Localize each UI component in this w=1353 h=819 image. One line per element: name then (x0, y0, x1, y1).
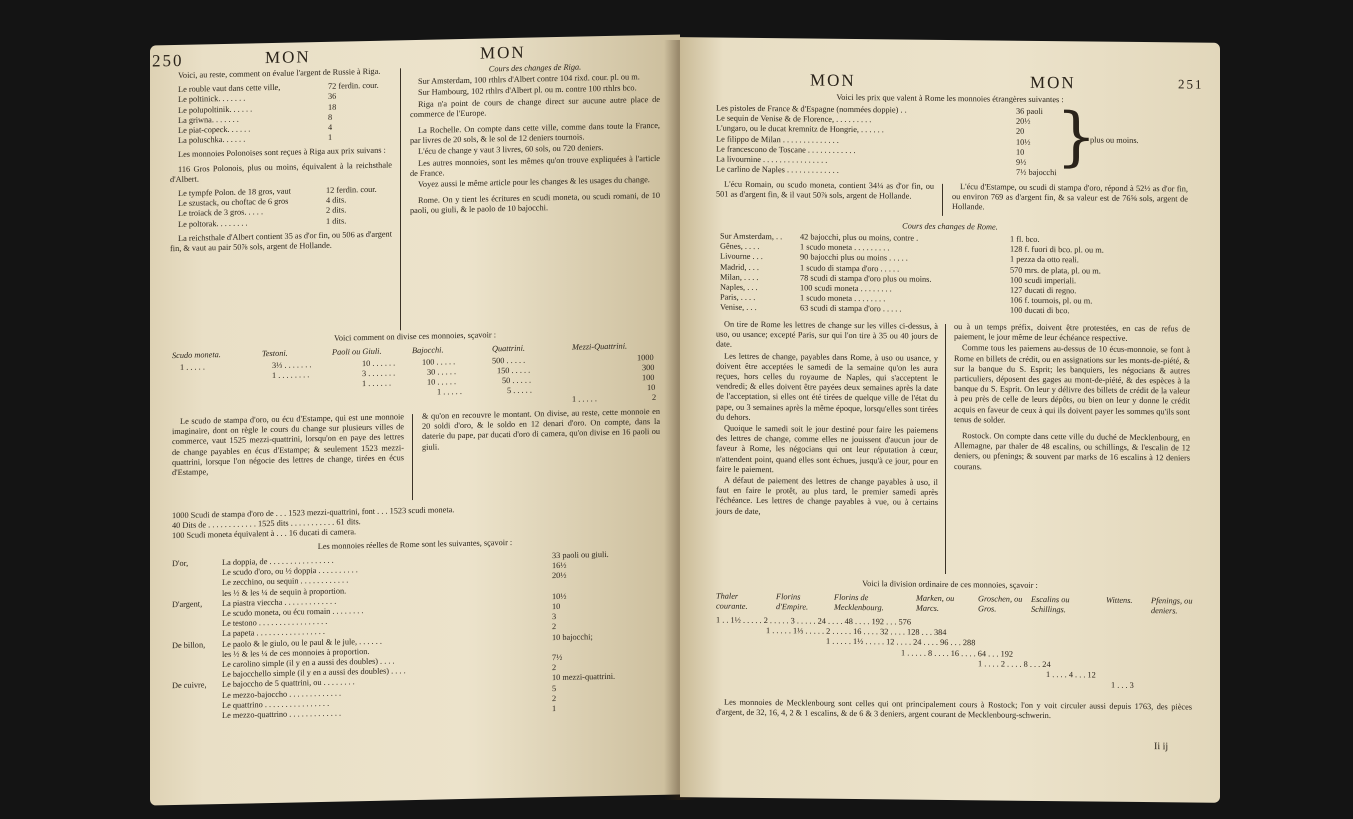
cours-rome-title: Cours des changes de Rome. (902, 221, 998, 232)
russian-units (178, 81, 392, 147)
table-row: 1 . . . . . 5 . . . . . 10 (437, 382, 656, 397)
unit-row: Le poltorak. . . . . . . . 1 dits. (178, 216, 347, 229)
table-row: 1 . . . . . 2 (572, 392, 657, 404)
coin-row: les ½ & les ¼ de ces monnoies à proportion. (222, 646, 370, 659)
reichsthale-note: La reichsthale d'Albert contient 35 as d'or fin, ou 506 as d'argent fin, & vaut au pair 50⅞ sols, argent de Hollande. (170, 229, 392, 254)
cours-row: Paris, . . . . 1 scudo moneta . . . . . . . . 106 f. tournois, pl. ou m. (720, 292, 1093, 306)
coin-row: les ½ & les ¼ de sequin à proportion. (222, 586, 347, 598)
column-rule (945, 324, 946, 574)
running-head-left: MON (265, 47, 311, 68)
polonaises-intro: Les monnoies Polonoises sont reçues à Riga aux prix suivans : (178, 146, 386, 160)
coin-row: Le scudo d'oro, ou ½ doppia . . . . . . . . . . 16½ (222, 561, 567, 578)
coin-row: D'or, La doppia, de . . . . . . . . . . . . . . . . 33 paoli ou giuli. (172, 549, 609, 569)
coin-row: Le quattrino . . . . . . . . . . . . . . . . 2 (222, 693, 557, 710)
coin-row: Le testono . . . . . . . . . . . . . . . . . 3 (222, 612, 557, 629)
coin-row: Le scudo moneta, ou écu romain . . . . . . . . 10 (222, 601, 561, 619)
div-head: Thaler courante. Florins d'Empire. Florins de Mecklenbourg. Marken, ou Marcs. Groschen, ou Gros. Escalins ou Schillings. Wittens. Pfenings, ou deniers. (716, 591, 1193, 616)
div-row: 1 . . . . . 1½ . . . . . 12 . . . . 24 . . . . 96 . . . 288 (826, 637, 976, 648)
div-row: 1 . . 1½ . . . . . 2 . . . . . 3 . . . . . 24 . . . . 48 . . . . 192 . . . 576 (716, 615, 911, 627)
voyez: Voyez aussi le même article pour les changes & les usages du change. (418, 175, 650, 189)
riga-hambourg: Sur Hambourg, 102 rthlrs d'Albert pl. ou m. contre 100 rthlrs bco. (418, 83, 637, 98)
unit-row: Le poltinick. . . . . . . 36 (178, 92, 337, 105)
foreign-row: Le francescono de Toscane . . . . . . . . . . . . 10 (716, 144, 1025, 157)
rome-coins (172, 549, 672, 723)
column-rule (942, 184, 943, 216)
reelles-heading: Les monnoies réelles de Rome sont les suivantes, sçavoir : (317, 537, 513, 552)
table-row: 1 . . . . . 3⅓ . . . . . . . 10 . . . . . . 100 . . . . . 500 . . . . . 1000 (180, 353, 654, 372)
foreign-row: Le sequin de Venise & de Florence, . . . . . . . . . 20½ (716, 113, 1031, 127)
cours-riga-title: Cours des changes de Riga. (488, 62, 582, 74)
cours-row: Madrid, . . . 1 scudo di stampa d'oro . . . . . 570 mrs. de plata, pl. ou m. (720, 262, 1101, 276)
ecu-estampe: L'écu d'Estampe, ou scudi di stampa d'oro, répond à 52½ as d'or fin, ou environ 769 as d'argent fin, & sa valeur est de 76⅝ sols, argent de Hollande. (952, 182, 1188, 212)
right-page (680, 37, 1220, 803)
plus-ou-moins: plus ou moins. (1090, 135, 1139, 145)
rome-intro: Rome. On y tient les écritures en scudi moneta, ou scudi romani, de 10 paoli, ou giuli, & le paolo de 10 bajocchi. (410, 191, 660, 216)
div-row: 1 . . . 3 (1111, 680, 1134, 691)
foreign-row: Le carlino de Naples . . . . . . . . . . . . . 7½ bajocchi (716, 164, 1057, 178)
cours-row: Milan, . . . . 78 scudi di stampa d'oro plus ou moins. 100 scudi imperiali. (720, 272, 1077, 286)
eq-line: 40 Dits de . . . . . . . . . . . . 1525 dits . . . . . . . . . . . 61 dits. (172, 517, 361, 531)
ecu-romain: L'écu Romain, ou scudo moneta, contient 34¼ as d'or fin, ou 501 as d'argent fin, & il vaut 50⅞ sols, argent de Hollande. (716, 179, 934, 201)
cours-row: Livourne . . . 90 bajocchi plus ou moins . . . . . 1 pezza da otto reali. (720, 251, 1079, 265)
right-colB: ou à un temps préfix, doivent être protestées, en cas de refus de paiement, le jour même de leur échéance respective. Comme tous les paiemens au-dessus de 10 écus-monnoie, se font à Rome en billets de crédit, ou en assignations sur les monts-de-piété, & sur la banque du S. Esprit; les banquiers, les négocians & autres particuliers, déposent des gages au mont-de-piété, & des espèces à la banque du S. Esprit. On leur y délivre des billets de crédit de la valeur à peu près de celle de leurs dépôts, ou bien on leur y donne le crédit acquis en faveur de ceux à qui ils doivent payer les sommes qu'ils sont tenus de solder. Rostock. On compte dans cette ville du duché de Mecklenbourg, en Allemagne, par thaler de 48 escalins, ou schillings, & l'escalin de 12 deniers, ou pfenings; & souvent par marks de 16 escalins à 12 deniers courans. (954, 322, 1190, 471)
etrangeres-intro: Voici les prix que valent à Rome les monnoies étrangères suivantes : (836, 92, 1064, 105)
foreign-row: Les pistoles de France & d'Espagne (nommées doppie) . . 36 paoli (716, 103, 1043, 116)
coin-row: D'argent, La piastra vieccha . . . . . . . . . . . . . 10½ (172, 591, 567, 609)
right-colA: On tire de Rome les lettres de change sur les villes ci-dessus, à uso, ou usance; excepté Paris, sur qui l'on tire à 35 ou 40 jours de date. Les lettres de change, payables dans Rome, à uso ou usance, y doivent être acceptées le samedi de la semaine qu'on les aura reçues, hors celles du royaume de Naples, qui s'acceptent le vendredi; & elles doivent être payées deux semaines après la date de l'acceptation, si elles ont été tirées de quelque ville de l'état du pape, ou 3 semaines après la même époque, lorsqu'elles sont tirées du dehors. Quoique le samedi soit le jour destiné pour faire les paiemens des lettres de change, comme elles ne jouissent d'aucun jour de faveur à Rome, les négocians qui ont leur réputation à cœur, n'attendent point, quand elles sont échues, jusqu'à ce jour, pour en faire le paiement. A défaut de paiement des lettres de change payables à uso, il faut en faire le protêt, au plus tard, le premier samedi après l'échéance. Les lettres de change payables à vue, ou à certains jours de date, (716, 319, 938, 516)
running-head-right: MON (480, 42, 526, 63)
unit-row: La poluschka. . . . . . 1 (178, 132, 333, 146)
coin-row: La papeta . . . . . . . . . . . . . . . . . 2 (222, 622, 557, 639)
coin-row: De billon, Le paolo & le giulo, ou le paul & le jule, . . . . . . 10 bajocchi; (172, 631, 593, 650)
riga-direct: Riga n'a point de cours de change direct sur aucune autre place de commerce de l'Europe. (410, 94, 660, 119)
running-head-left: MON (810, 70, 856, 91)
eq-line: 1000 Scudi de stampa d'oro de . . . 1523 mezzi-quattrini, font . . . 1523 scudi moneta. (172, 505, 455, 521)
div-row: 1 . . . . . 1⅓ . . . . . 2 . . . . . 16 . . . . 32 . . . . 128 . . . 384 (766, 626, 947, 638)
foreign-row: Le filippo de Milan . . . . . . . . . . . . . . 10½ (716, 134, 1031, 147)
closing-paragraph: Les monnoies de Mecklenbourg sont celles qui ont principalement cours à Rostock; l'on y voit circuler aussi depuis 1763, des pièces d'argent, de 32, 16, 4, 2 & 1 escalins, & de 6 & 3 deniers, argent courant de Mecklenbourg-schwerin. (716, 697, 1192, 721)
la-rochelle: La Rochelle. On compte dans cette ville, comme dans toute la France, par livres de 20 sols, & le sol de 12 deniers tournois. (410, 120, 660, 146)
eq-line: 100 Scudi moneta équivalent à . . . 16 ducati di camera. (172, 527, 357, 541)
unit-row: La griwna. . . . . . . 8 (178, 112, 333, 125)
division-table (172, 353, 672, 413)
coin-row: Le mezzo-bajoccho . . . . . . . . . . . . . 5 (222, 683, 557, 700)
page-number-right: 251 (1178, 76, 1204, 92)
unit-row: Le piat-copeck. . . . . . 4 (178, 122, 333, 135)
column-rule (412, 414, 413, 500)
coin-row: Le zecchino, ou sequin . . . . . . . . . . . . 20½ (222, 571, 567, 588)
cours-rome-table (720, 232, 1200, 319)
intro-russie: Voici, au reste, comment on évalue l'argent de Russie à Riga. (178, 66, 381, 80)
cours-row: Gênes, . . . . 1 scudo moneta . . . . . . . . . 128 f. fuori di bco. pl. ou m. (720, 241, 1104, 255)
foreign-row: L'ungaro, ou le ducat kremnitz de Hongrie, . . . . . . 20 (716, 123, 1025, 137)
table-row: 1 . . . . . . . . 3 . . . . . . . 30 . . . . . 150 . . . . . 300 (272, 362, 655, 380)
foreign-row: La livournine . . . . . . . . . . . . . . . . 9½ (716, 154, 1027, 167)
unit-row: Le polupoltinik. . . . . . 18 (178, 102, 337, 115)
unit-row: Le rouble vaut dans cette ville, 72 ferdin. cour. (178, 80, 379, 95)
autres-monnoies: Les autres monnoies, sont les mêmes qu'on trouve expliquées à l'article de France. (410, 153, 660, 178)
unit-row: Le troiack de 3 gros. . . . . 2 dits. (178, 205, 347, 219)
running-head-right: MON (1030, 72, 1076, 93)
coin-row: Le mezzo-quattrino . . . . . . . . . . . . . 1 (222, 704, 557, 721)
division-heading: Voici la division ordinaire de ces monnoies, sçavoir : (862, 579, 1038, 590)
riga-amsterdam: Sur Amsterdam, 100 rthlrs d'Albert contre 104 rixd. cour. pl. ou m. (418, 72, 640, 87)
coin-row: Le bajocchello simple (il y en a aussi des doubles) . . . . 2 (222, 663, 557, 680)
stampa-para-left: Le scudo de stampa d'oro, ou écu d'Estampe, qui est une monnoie imaginaire, dont on règle le cours du change sur plusieurs villes de commerce, vaut 1525 mezzi-quattrini, lorsqu'on en paye des lettres de change payables en écus d'Estampe; & seulement 1523 mezzi-quattrini, lorsque l'on négocie des lettres de change, tirées en écus d'Estampe, (172, 412, 404, 478)
left-col1 (170, 66, 392, 255)
table-row: 1 . . . . . . 10 . . . . . 50 . . . . . 100 (362, 372, 655, 389)
left-page: 250 MON MON Voici, au reste, comment on évalue l'argent de Russie à Riga. Le rouble vaut dans cette ville, 72 ferdin. cour. Le poltinick. . . . . . . 36 Le polupoltinik. . . . . . 18 La griwna. . . . . . . 8 Le piat-copeck. . . . . . 4 La poluschka. . . . . . 1 Les monnoies Polonoises sont reçues à Riga aux prix suivans : 116 Gros Polonois, plus ou moins, équivalent à la reichsthale d'Albert. Le tympfe Polon. de 18 gros, vaut 12 ferdin. cour. Le szustack, ou choftac de 6 gros 4 dits. Le troiack de 3 gros. . . . . 2 dits. Le poltorak. . . . . . . . 1 dits. La reichsthale d'Albert contient 35 as d'or fin, ou 506 as d'argent fin, & vaut au pair 50⅞ sols, argent de Hollande. Cours des changes de Riga. Sur Amsterdam, 100 rthlrs d'Albert contre 104 rixd. cour. pl. ou m. Sur Hambourg, 102 rthlrs d'Albert pl. ou m. contre 100 rthlrs bco. Riga n'a point de cours de change direct sur aucune autre place de commerce de l'Europe. La Rochelle. On compte dans cette ville, comme dans toute la France, par livres de 20 sols, & le sol de 12 deniers tournois. L'écu de change y vaut 3 livres, 60 sols, ou 720 deniers. Les autres monnoies, sont les mêmes qu'on trouve expliquées à l'article de France. Voyez aussi le même article pour les changes & les usages du change. Rome. On y tient les écritures en scudi moneta, ou scudi romani, de 10 paoli, ou giuli, & le paolo de 10 bajocchi. Voici comment on divise ces monnoies, sçavoir : Scudo moneta. Testoni. Paoli ou Giuli. Bajocchi. Quattrini. Mezzi-Quattrini. 1 . . . . . 3⅓ . . . . . . . 10 . . . . . . 100 . . . . . 500 . . . . . 1000 1 . . . . . . . . 3 . . . . . . . 30 . . . . . 150 . . . . . 300 1 . . . . . . 10 . . . . . 50 . . . . . 100 1 . . . . . 5 . . . . . 10 1 . . . . . 2 Le scudo de stampa d'oro, ou écu d'Estampe, qui est une monnoie imaginaire, dont on règle le cours du change sur plusieurs villes de commerce, vaut 1525 mezzi-quattrini, lorsqu'on en paye des lettres de change payables en écus d'Estampe; & seulement 1523 mezzi-quattrini, lorsque l'on négocie des lettres de change, tirées en écus d'Estampe, & qu'on en recouvre le montant. On divise, au reste, cette monnoie en 20 soldi d'oro, & le soldo en 12 denari d'oro. On compte, dans la daterie du pape, par ducati d'oro di camera, qu'on divise en 16 paoli ou giuli. 1000 Scudi de stampa d'oro de . . . 1523 mezzi-quattrini, font . . . 1523 scudi moneta. 40 Dits de . . . . . . . . . . . . 1525 dits . . . . . . . . . . . 61 dits. 100 Scudi moneta équivalent à . . . 16 ducati di camera. Les monnoies réelles de Rome sont les suivantes, sçavoir : D'or, La doppia, de . . . . . . . . . . . . . . . . 33 paoli ou giuli. Le scudo d'oro, ou ½ doppia . . . . . . . . . . 16½ Le zecchino, ou sequin . . . . . . . . . . . . 20½ les ½ & les ¼ de sequin à proportion. D'argent, La piastra vieccha . . . . . . . . . . . . . 10½ Le scudo moneta, ou écu romain . . . . . . . . 10 Le testono . . . . . . . . . . . . . . . . . 3 La papeta . . . . . . . . . . . . . . . . . 2 De billon, Le paolo & le giulo, ou le paul & le jule, . . . . . . 10 bajocchi; les ½ & les ¼ de ces monnoies à proportion. Le carolino simple (il y en a aussi des doubles) . . . . 7½ Le bajocchello simple (il y en a aussi des doubles) . . . . 2 De cuivre, Le bajoccho de 5 quattrini, ou . . . . . . . . 10 mezzi-quattrini. Le mezzo-bajoccho . . . . . . . . . . . . . 5 Le quattrino . . . . . . . . . . . . . . . . 2 Le mezzo-quattrino . . . . . . . . . . . . . 1 (150, 34, 680, 805)
brace-icon: } (1056, 100, 1097, 175)
division-rows (716, 616, 1134, 692)
page-number-left: 250 (152, 50, 184, 71)
ecu-change: L'écu de change y vaut 3 livres, 60 sols, ou 720 deniers. (418, 143, 604, 157)
foreign-coins (716, 104, 1057, 179)
unit-row: Le tympfe Polon. de 18 gros, vaut 12 ferdin. cour. (178, 184, 377, 198)
unit-row: Le szustack, ou choftac de 6 gros 4 dits. (178, 195, 347, 209)
polish-units (178, 185, 392, 230)
cours-row: Sur Amsterdam, . . 42 bajocchi, plus ou moins, contre . 1 fl. bco. (720, 231, 1040, 244)
div-row: 1 . . . . 2 . . . . 8 . . . 24 (978, 659, 1051, 669)
coin-row: De cuivre, Le bajoccho de 5 quattrini, ou . . . . . . . . 10 mezzi-quattrini. (172, 672, 616, 691)
equivalences (172, 505, 454, 542)
divise-heading: Voici comment on divise ces monnoies, sçavoir : (333, 330, 497, 343)
gros-polonois: 116 Gros Polonois, plus ou moins, équivalent à la reichsthale d'Albert. (170, 160, 392, 184)
left-col2 (410, 61, 660, 218)
div-row: 1 . . . . 4 . . . 12 (1046, 670, 1096, 680)
coin-row: Le carolino simple (il y en a aussi des doubles) . . . . 7½ (222, 652, 563, 670)
cours-row: Venise, . . . 63 scudi di stampa d'oro . . . . . 100 ducati di bco. (720, 303, 1070, 316)
div-row: 1 . . . . . 8 . . . . 16 . . . . 64 . . . 192 (901, 648, 1014, 659)
cours-row: Naples, . . . 100 scudi moneta . . . . . . . . 127 ducati di regno. (720, 282, 1077, 296)
stampa-para-right: & qu'on en recouvre le montant. On divise, au reste, cette monnoie en 20 soldi d'oro, & le soldo en 12 denari d'oro. On compte, dans la daterie du pape, par ducati d'oro di camera, qu'on divise en 16 paoli ou giuli. (422, 406, 660, 452)
column-rule (400, 68, 401, 330)
signature-mark: Ii ij (1154, 741, 1169, 753)
